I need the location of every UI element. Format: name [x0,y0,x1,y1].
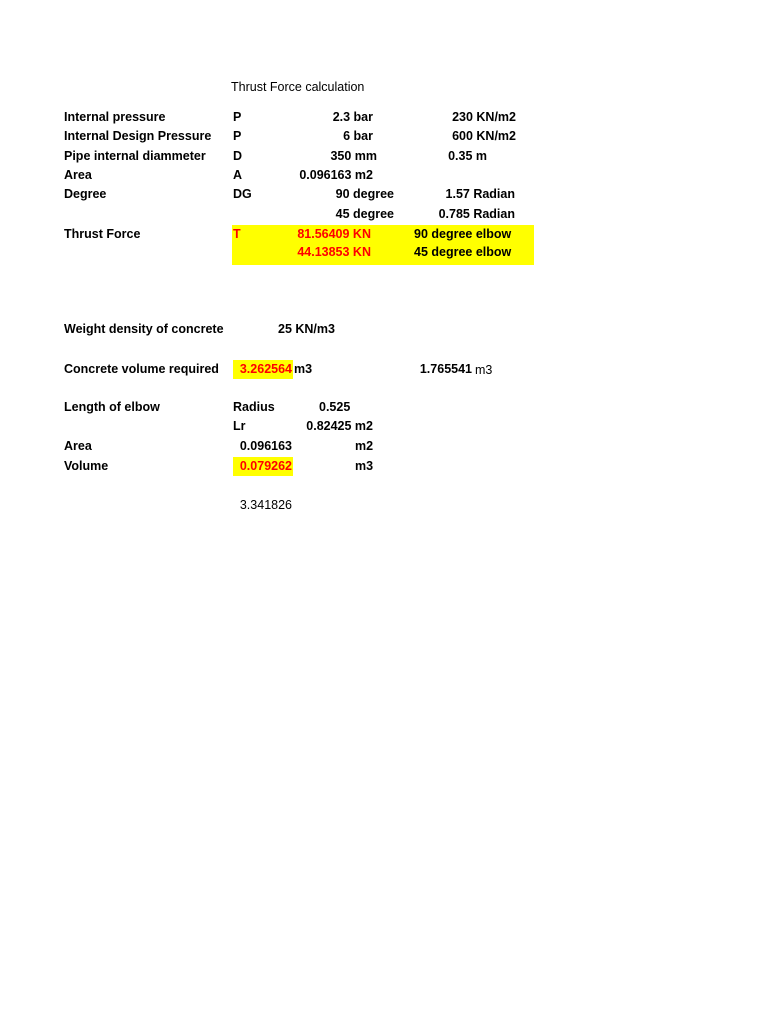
concrete-volume-value-2: 1.765541 [419,362,472,376]
radius-value: 0.525 [319,400,351,414]
elbow-volume-value: 0.079262 [239,459,292,473]
concrete-volume-unit: m3 [294,362,313,376]
internal-pressure-bar: 2.3 bar [332,110,373,124]
area-value: 0.096163 m2 [299,168,373,182]
elbow-length-label: Length of elbow [64,400,160,414]
concrete-volume-value: 3.262564 [239,362,292,376]
design-pressure-symbol: P [233,129,242,143]
degree-45-radian: 0.785 Radian [438,207,515,221]
area-symbol: A [233,168,243,182]
radius-label: Radius [233,400,275,414]
sheet-title: Thrust Force calculation [231,80,365,94]
internal-pressure-symbol: P [233,110,242,124]
weight-density-label: Weight density of concrete [64,322,224,336]
degree-45-value: 45 degree [335,207,394,221]
design-pressure-knm2: 600 KN/m2 [452,129,516,143]
elbow-volume-unit: m3 [355,459,374,473]
concrete-volume-label: Concrete volume required [64,362,219,376]
degree-90-radian: 1.57 Radian [445,187,515,201]
thrust-force-45-value: 44.13853 KN [297,245,371,259]
design-pressure-bar: 6 bar [343,129,373,143]
elbow-area-label: Area [64,439,92,453]
degree-90-value: 90 degree [335,187,394,201]
elbow-area-unit: m2 [355,439,374,453]
design-pressure-label: Internal Design Pressure [64,129,212,143]
thrust-force-90-note: 90 degree elbow [414,227,512,241]
elbow-area-value: 0.096163 [239,439,292,453]
pipe-diameter-label: Pipe internal diammeter [64,149,206,163]
pipe-diameter-symbol: D [233,149,243,163]
lr-label: Lr [233,419,246,433]
thrust-force-label: Thrust Force [64,227,141,241]
concrete-volume-unit-2: m3 [475,363,493,377]
area-label: Area [64,168,92,182]
degree-symbol: DG [233,187,252,201]
thrust-force-90-value: 81.56409 KN [297,227,371,241]
pipe-diameter-m: 0.35 m [448,149,487,163]
lr-value: 0.82425 m2 [306,419,373,433]
weight-density-value: 25 KN/m3 [278,322,335,336]
internal-pressure-knm2: 230 KN/m2 [452,110,516,124]
elbow-volume-label: Volume [64,459,109,473]
thrust-force-symbol: T [233,227,241,241]
total-value: 3.341826 [239,498,292,512]
pipe-diameter-mm: 350 mm [330,149,377,163]
degree-label: Degree [64,187,107,201]
thrust-force-45-note: 45 degree elbow [414,245,512,259]
internal-pressure-label: Internal pressure [64,110,166,124]
